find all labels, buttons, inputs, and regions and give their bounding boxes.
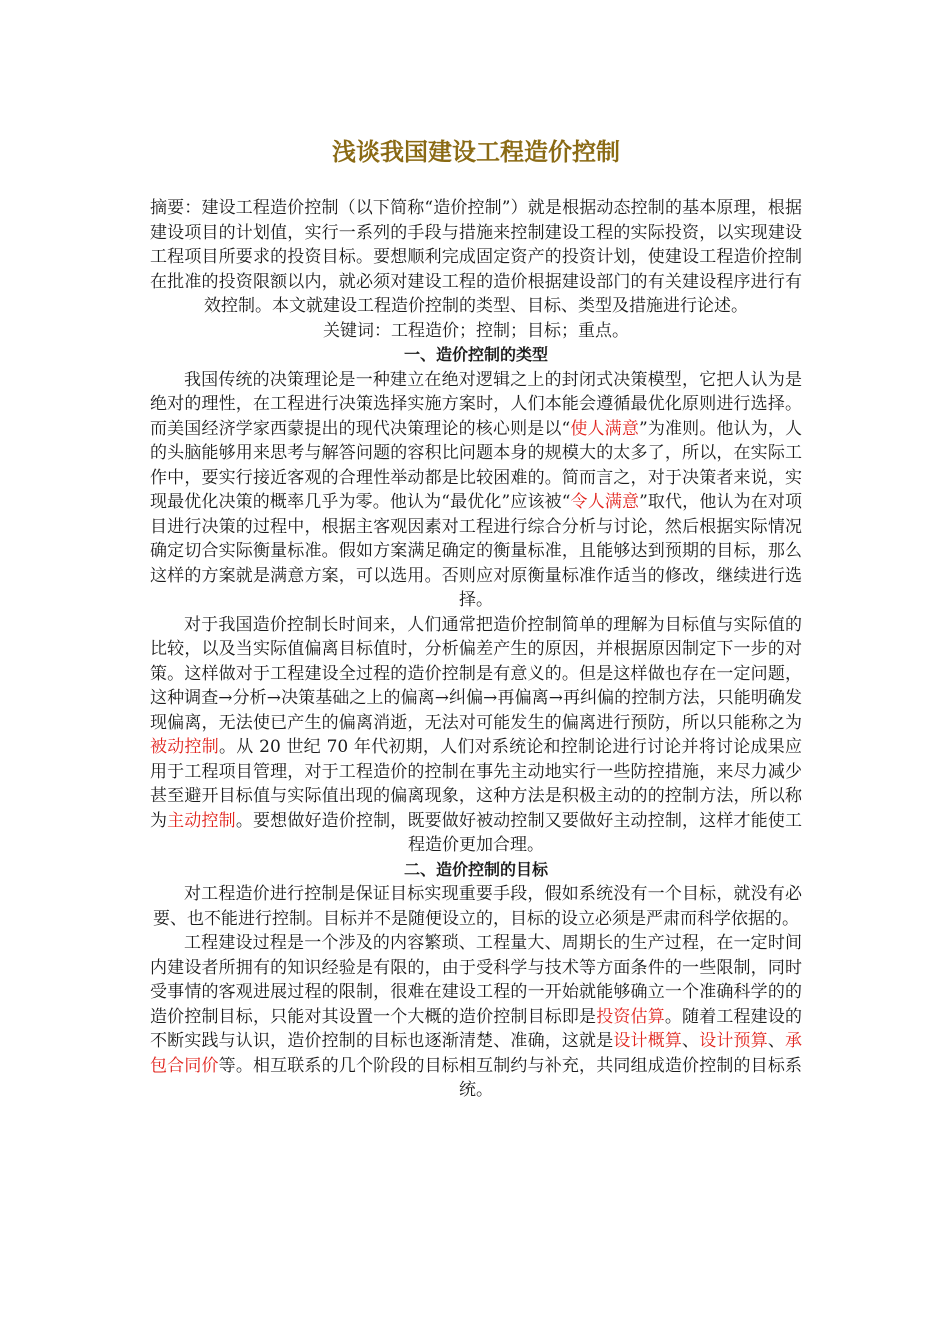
separator: 、 xyxy=(682,1031,700,1051)
text-run: 。要想做好造价控制，既要做好被动控制又要做好主动控制，这样才能使工程造价更加合理。 xyxy=(235,810,803,855)
text-run: 等。相互联系的几个阶段的目标相互制约与补充，共同组成造价控制的目标系统。 xyxy=(218,1055,803,1100)
text-run: 工程建设过程是一个涉及的内容繁琐、工程量大、周期长的生产过程，在一定时间内建设者所拥有的知识经验是有限的，由于受科学与技术等方面条件的一些限制，同时受事情的客观进展过程的限制，很难在建设工程的一开始就能够确立一个准确科学的的造价控制目标，只能对其设置一个大概的造价控制目标即是 xyxy=(150,933,802,1027)
document-body xyxy=(150,196,802,1103)
text-run: 。随着工程建设的不断实践与认识，造价控制的目标也逐渐清楚、准确，这就是 xyxy=(150,1006,803,1051)
keywords-line: 关键词：工程造价；控制；目标；重点。 xyxy=(323,320,629,341)
text-run: 。从 20 世纪 70 年代初期，人们对系统论和控制论进行讨论并将讨论成果应用于工程项目管理，对于工程造价的控制在事先主动地实行一些防控措施，来尽力减少甚至避开目标值与实际值出现的偏离现象，这种方法是积极主动的的控制方法，所以称为 xyxy=(150,737,803,831)
highlight-term-contract-price: 承包合同价 xyxy=(150,1031,803,1076)
section-goals-paragraph-1: 对工程造价进行控制是保证目标实现重要手段，假如系统没有一个目标，就没有必要、也不能进行控制。目标并不是随便设立的，目标的设立必须是严肃而科学依据的。 xyxy=(153,884,802,929)
text-run: 对于我国造价控制长时间来，人们通常把造价控制简单的理解为目标值与实际值的比较，以及当实际值偏离目标值时，分析偏差产生的原因，并根据原因制定下一步的对策。这样做对于工程建设全过程的造价控制是有意义的。但是这样做也存在一定问题，这种调查→分析→决策基础之上的偏离→纠偏→再偏离→再纠偏的控制方法，只能明确发现偏离，无法使已产生的偏离消逝，无法对可能发生的偏离进行预防，所以只能称之为 xyxy=(150,614,802,733)
highlight-term-satisfying: 令人满意 xyxy=(570,492,640,512)
highlight-term-investment-estimate: 投资估算 xyxy=(596,1006,665,1027)
abstract-paragraph: 摘要：建设工程造价控制（以下简称“造价控制”）就是根据动态控制的基本原理，根据建设项目的计划值，实行一系列的手段与措施来控制建设工程的实际投资，以实现建设工程项目所要求的投资目标。要想顺利完成固定资产的投资计划，使建设工程造价控制在批准的投资限额以内，就必须对建设工程的造价根据建设部门的有关建设程序进行有效控制。本文就建设工程造价控制的类型、目标、类型及措施进行论述。 xyxy=(150,198,802,316)
section-heading-goals: 二、造价控制的目标 xyxy=(403,859,548,879)
document-title: 浅谈我国建设工程造价控制 xyxy=(332,138,620,166)
section-types-paragraph-2 xyxy=(150,613,802,858)
section-types-paragraph-1 xyxy=(150,368,802,613)
highlight-term-design-estimate: 设计概算 xyxy=(613,1031,683,1051)
section-goals-paragraph-2 xyxy=(150,931,802,1103)
highlight-term-satisfy: 使人满意 xyxy=(570,418,639,439)
separator: 、 xyxy=(767,1031,786,1051)
text-run: ”为准则。他认为，人的头脑能够用来思考与解答问题的容积比问题本身的规模大的太多了，所以，在实际工作中，要实行接近客观的合理性举动都是比较困难的。简而言之，对于决策者来说，实现最优化决策的概率几乎为零。他认为“最优化”应该被“ xyxy=(150,418,802,512)
text-run: ”取代，他认为在对项目进行决策的过程中，根据主客观因素对工程进行综合分析与讨论，然后根据实际情况确定切合实际衡量标准。假如方案满足确定的衡量标准，且能够达到预期的目标，那么这样的方案就是满意方案，可以选用。否则应对原衡量标准作适当的修改，继续进行选择。 xyxy=(150,492,802,610)
highlight-term-passive-control: 被动控制 xyxy=(150,737,219,757)
highlight-term-active-control: 主动控制 xyxy=(167,810,236,831)
highlight-term-design-budget: 设计预算 xyxy=(699,1031,768,1051)
section-heading-types: 一、造价控制的类型 xyxy=(403,345,548,364)
text-run: 我国传统的决策理论是一种建立在绝对逻辑之上的封闭式决策模型，它把人认为是绝对的理性，在工程进行决策选择实施方案时，人们本能会遵循最优化原则进行选择。而美国经济学家西蒙提出的现代决策理论的核心则是以“ xyxy=(150,369,802,439)
